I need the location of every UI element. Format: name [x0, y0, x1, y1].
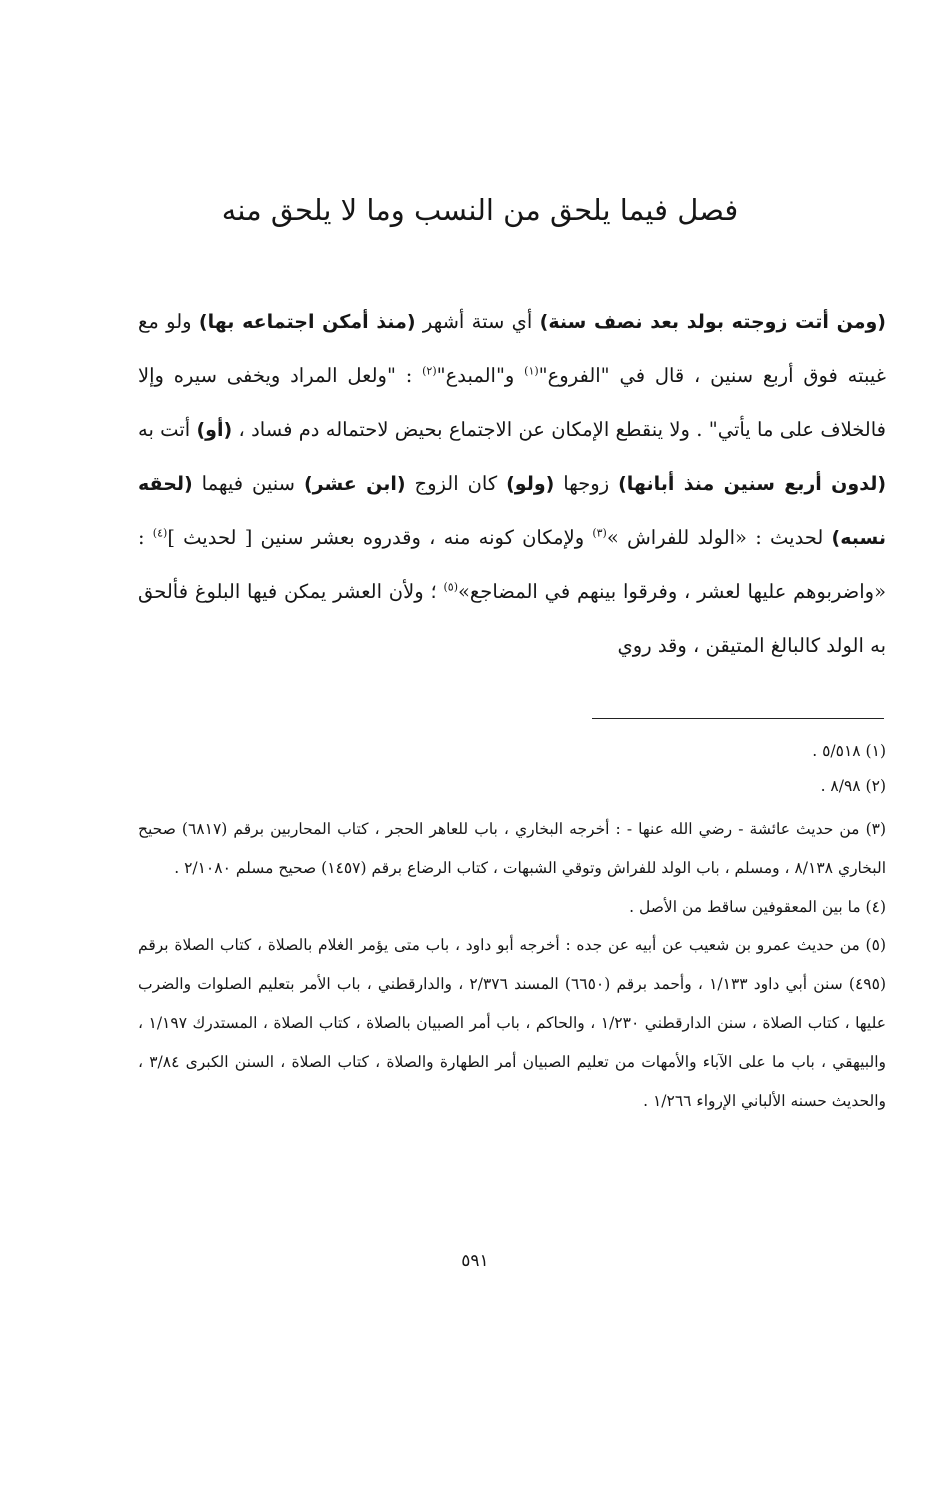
bold-phrase: (لحقه نسبه) — [138, 472, 886, 550]
footnote: (٥) من حديث عمرو بن شعيب عن أبيه عن جده : أخرجه أبو داود ، باب متى يؤمر الغلام بالصلاة ، كتاب الصلاة برقم (٤٩٥) سنن أبي داود ١/١٣٣ ، وأحمد برقم (٦٦٥٠) المسند ٢/٣٧٦ ، والدارقطني ، باب الأمر بتعليم الصلوات والضرب عليها ، كتاب الصلاة ، سنن الدارقطني ١/٢٣٠ ، والحاكم ، باب أمر الصبيان بالصلاة ، كتاب الصلاة ، المستدرك ١/١٩٧ ، والبيهقي ، باب ما على الآباء والأمهات من تعليم الصبيان أمر الطهارة والصلاة ، كتاب الصلاة ، السنن الكبرى ٣/٨٤ ، والحديث حسنه الألباني الإرواء ١/٢٦٦ . — [138, 936, 887, 1110]
footnote-divider — [592, 718, 884, 719]
bold-phrase: (لدون أربع سنين منذ أبانها) — [618, 472, 887, 495]
text-run: أي ستة أشهر — [415, 310, 540, 333]
text-run: ولإمكان كونه منه ، وقدروه بعشر سنين [ لحديث ] — [167, 526, 593, 550]
bold-phrase: (أو) — [196, 418, 233, 441]
text-run: زوجها — [554, 471, 619, 495]
footnote-marker: (٥) — [443, 580, 458, 594]
text-run: لحديث : «الولد للفراش » — [606, 526, 832, 550]
bold-phrase: (منذ أمكن اجتماعه بها) — [198, 311, 416, 333]
text-run: ؛ ولأن العشر يمكن فيها البلوغ فألحق به الولد كالبالغ المتيقن ، وقد روي — [138, 580, 886, 657]
text-run: : «واضربوهم عليها لعشر ، وفرقوا بينهم في المضاجع» — [138, 526, 886, 604]
text-run: و"المبدع" — [436, 364, 525, 388]
chapter-title: فصل فيما يلحق من النسب وما لا يلحق منه — [221, 193, 739, 227]
text-run: : "ولعل المراد ويخفى سيره وإلا فالخلاف على ما يأتي" . ولا ينقطع الإمكان عن الاجتماع بحيض لاحتماله دم فساد ، — [138, 364, 887, 441]
text-run: سنين فيهما — [192, 471, 304, 495]
text-run: أتت به — [138, 417, 197, 441]
bold-phrase: (ومن أتت زوجته بولد بعد نصف سنة) — [539, 311, 886, 333]
text-run: ولو مع غيبته فوق أربع سنين ، قال في "الفروع" — [138, 310, 886, 388]
bold-phrase: (ولو) — [506, 472, 555, 495]
main-text — [138, 295, 886, 672]
bold-phrase: (ابن عشر) — [303, 472, 406, 495]
footnote: (٣) من حديث عائشة - رضي الله عنها - : أخرجه البخاري ، باب للعاهر الحجر ، كتاب المحاربين برقم (٦٨١٧) صحيح البخاري ٨/١٣٨ ، ومسلم ، باب الولد للفراش وتوقي الشبهات ، كتاب الرضاع برقم (١٤٥٧) صحيح مسلم ٢/١٠٨٠ . — [138, 820, 887, 877]
footnote-marker: (٢) — [422, 364, 437, 378]
footnote: (١) ٥/٥١٨ . — [812, 742, 886, 760]
footnote-marker: (١) — [524, 364, 539, 378]
text-run: كان الزوج — [405, 471, 507, 495]
footnote-marker: (٤) — [152, 526, 168, 540]
footnotes-list — [138, 734, 886, 1120]
footnote: (٤) ما بين المعقوفين ساقط من الأصل . — [629, 897, 886, 916]
footnote: (٢) ٨/٩٨ . — [820, 777, 886, 795]
footnote-marker: (٣) — [592, 526, 607, 540]
page-number: ٥٩١ — [461, 1251, 489, 1271]
